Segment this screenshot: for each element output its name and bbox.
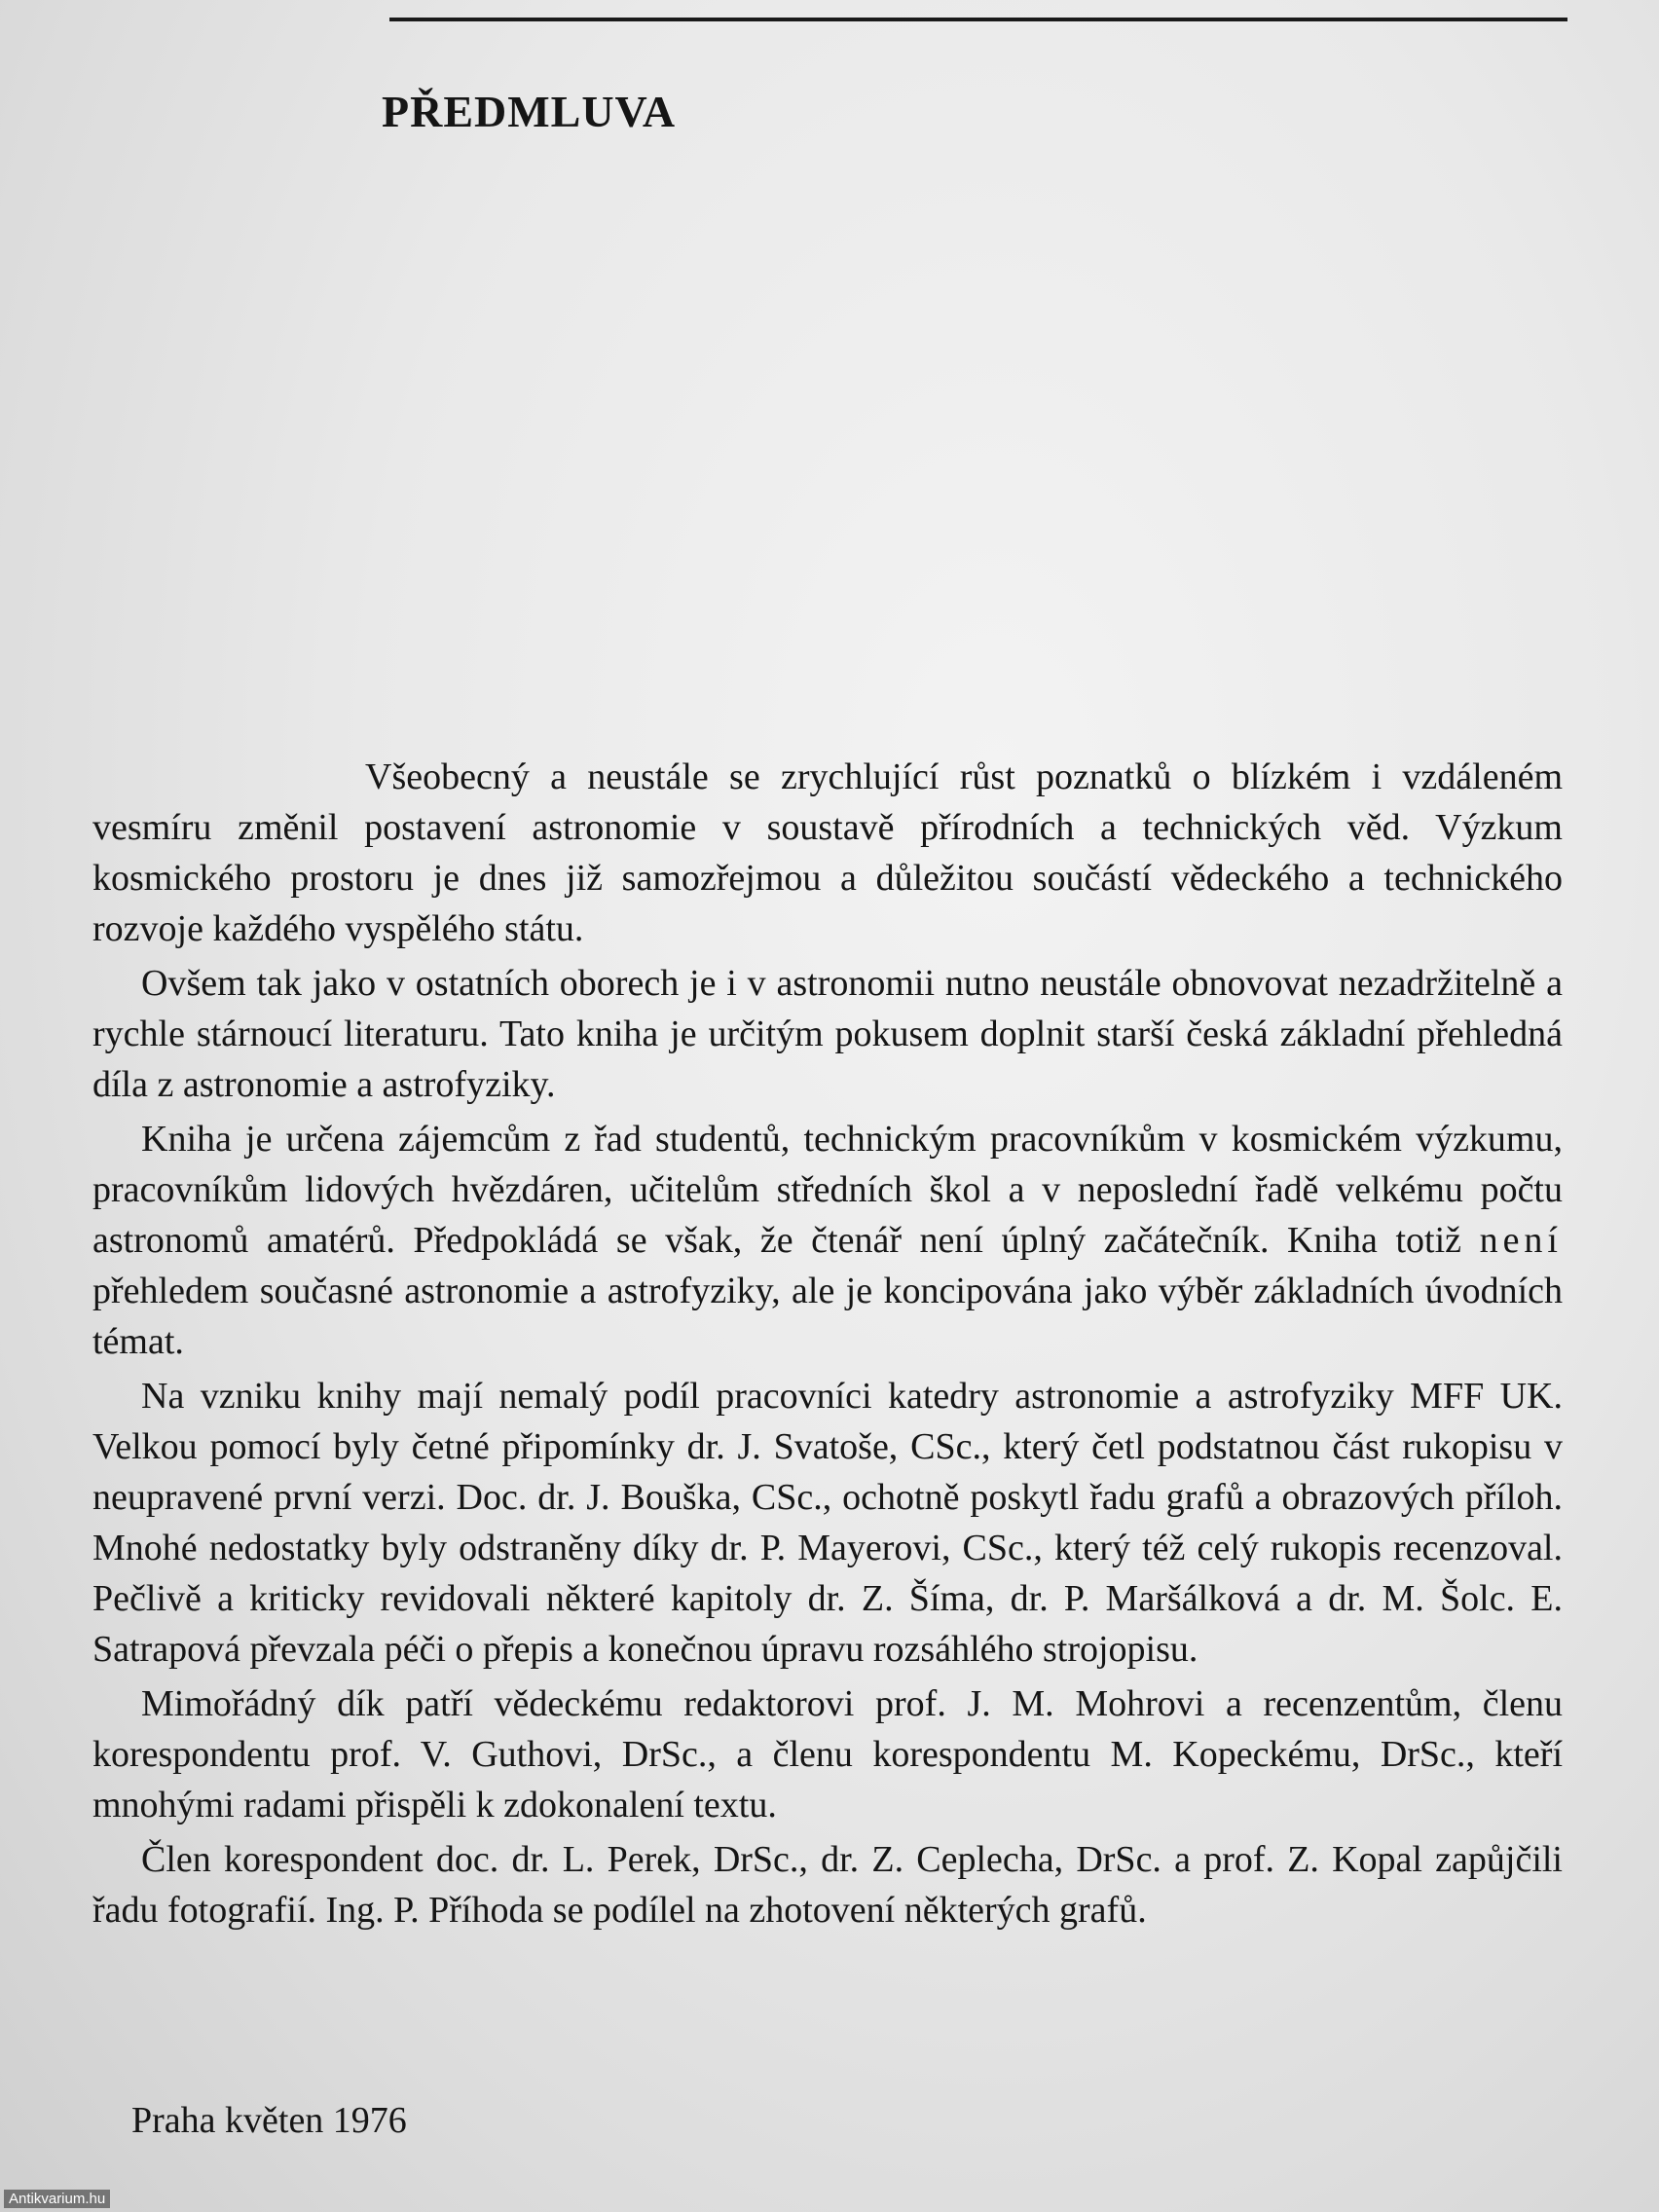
page-title: PŘEDMLUVA [382, 87, 677, 136]
paragraph-3 [92, 1114, 1563, 1367]
paragraph-6: Člen korespondent doc. dr. L. Perek, DrSc., dr. Z. Ceplecha, DrSc. a prof. Z. Kopal zapůjčili řadu fotografií. Ing. P. Příhoda se podílel na zhotovení některých grafů. [92, 1839, 1563, 1931]
preface-body [92, 752, 1563, 1939]
paragraph-2: Ovšem tak jako v ostatních oborech je i v astronomii nutno neustále obnovovat nezadržitelně a rychle stárnoucí literaturu. Tato kniha je určitým pokusem doplnit starší česká základní přehledná díla z astronomie a astrofyziky. [92, 963, 1563, 1105]
watermark: Antikvarium.hu [4, 2190, 110, 2208]
top-rule [389, 18, 1567, 21]
paragraph-4: Na vzniku knihy mají nemalý podíl pracovníci katedry astronomie a astrofyziky MFF UK. Velkou pomocí byly četné připomínky dr. J. Svatoše, CSc., který četl podstatnou část rukopisu v neupravené první verzi. Doc. dr. J. Bouška, CSc., ochotně poskytl řadu grafů a obrazových příloh. Mnohé nedostatky byly odstraněny díky dr. P. Mayerovi, CSc., který též celý rukopis recenzoval. Pečlivě a kriticky revidovali některé kapitoly dr. Z. Šíma, dr. P. Maršálková a dr. M. Šolc. E. Satrapová převzala péči o přepis a konečnou úpravu rozsáhlého strojopisu. [92, 1376, 1563, 1670]
paragraph-3-text-start: Kniha je určena zájemcům z řad studentů, technickým pracovníkům v kosmickém výzkumu, pracovníkům lidových hvězdáren, učitelům středních škol a v neposlední řadě velkému počtu astronomů amatérů. Předpokládá se však, že čtenář není úplný začátečník. Kniha totiž [92, 1119, 1563, 1261]
signoff-place-date: Praha květen 1976 [131, 2100, 407, 2141]
paragraph-1: Všeobecný a neustále se zrychlující růst poznatků o blízkém i vzdáleném vesmíru změnil postavení astronomie v soustavě přírodních a technických věd. Výzkum kosmického prostoru je dnes již samozřejmou a důležitou součástí vědeckého a technického rozvoje každého vyspělého státu. [92, 756, 1563, 949]
paragraph-5: Mimořádný dík patří vědeckému redaktorovi prof. J. M. Mohrovi a recenzentům, členu korespondentu prof. V. Guthovi, DrSc., a členu korespondentu M. Kopeckému, DrSc., kteří mnohými radami přispěli k zdokonalení textu. [92, 1683, 1563, 1825]
paragraph-3-emphasis: není [1479, 1220, 1563, 1261]
paragraph-3-text-end: přehledem současné astronomie a astrofyziky, ale je koncipována jako výběr základních úvodních témat. [92, 1271, 1563, 1362]
